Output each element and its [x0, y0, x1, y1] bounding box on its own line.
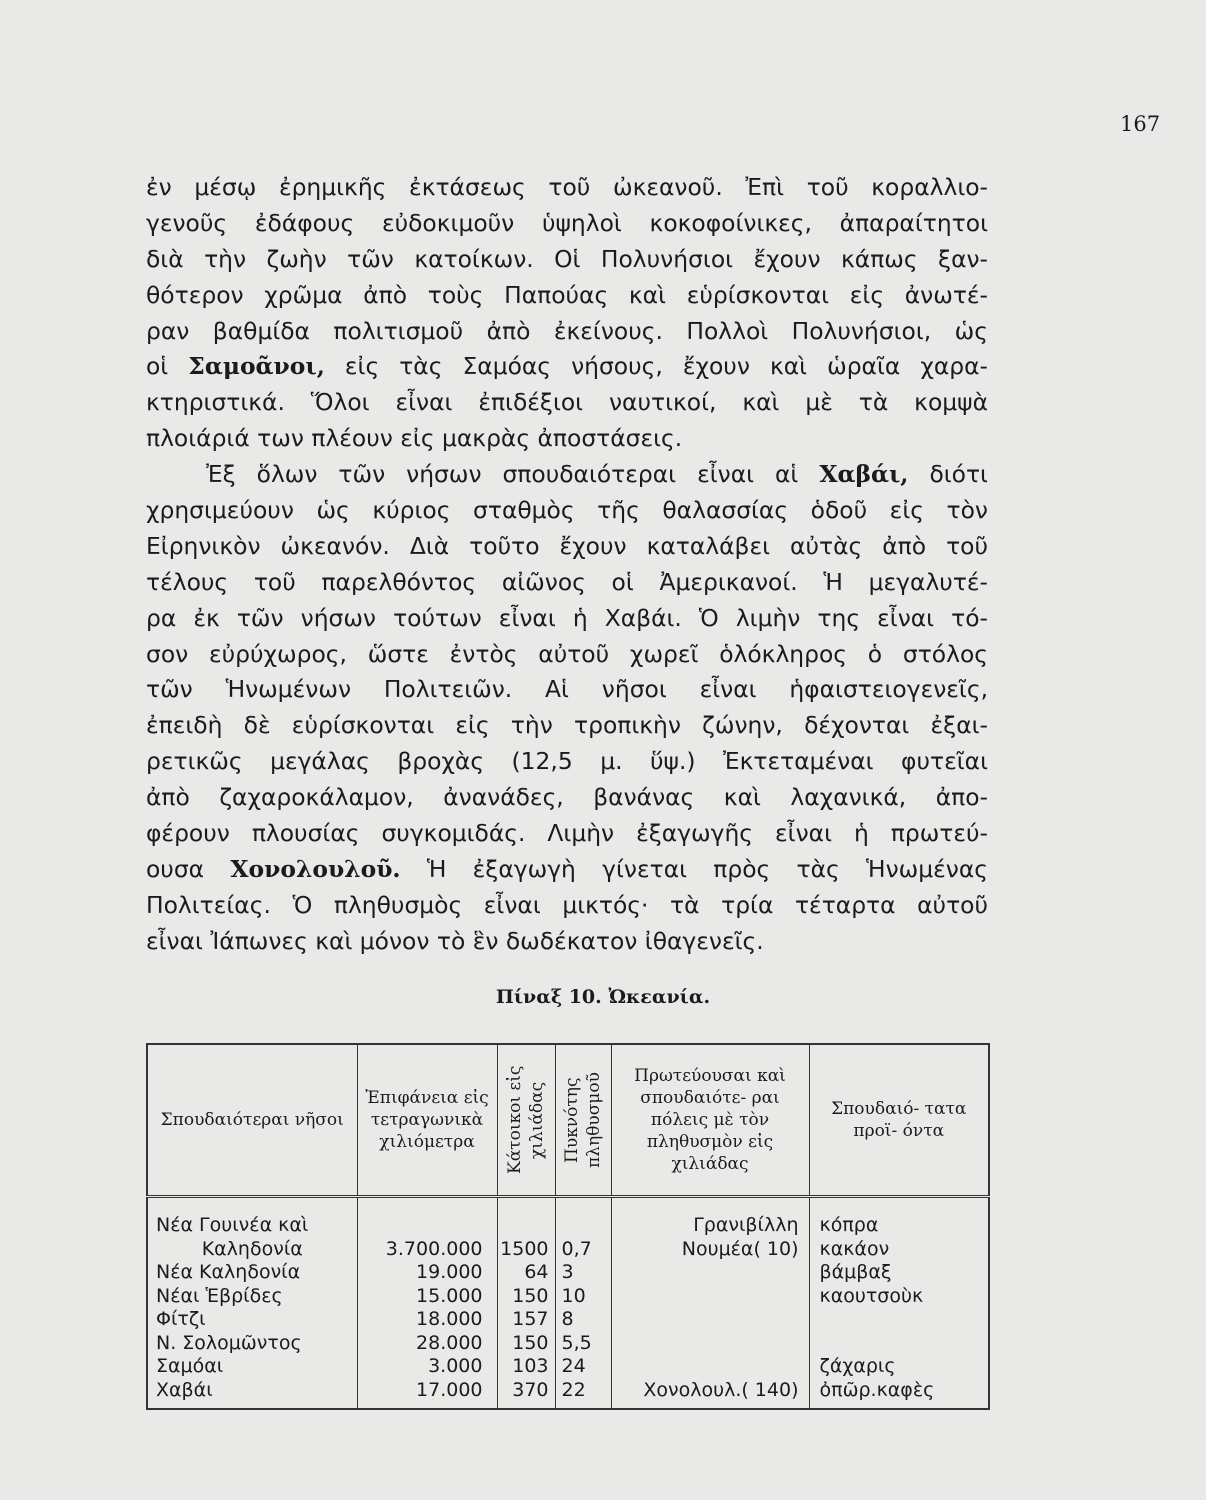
header-products: Σπουδαιό- τατα προϊ- όντα — [809, 1044, 989, 1197]
capital-entry — [612, 1355, 809, 1379]
header-density-label: Πυκνότης πληθυσμοῦ — [562, 1072, 604, 1168]
area-value — [358, 1214, 497, 1238]
text-line: γενοῦς ἐδάφους εὐδοκιμοῦν ὑψηλοὶ κοκοφοίνικες, ἀπαραίτητοι — [146, 208, 988, 237]
area-value: 15.000 — [416, 1284, 483, 1307]
header-density — [555, 1044, 611, 1197]
product-value: βάμβαξ — [819, 1261, 892, 1283]
products-column — [809, 1197, 989, 1410]
table-caption: Πίναξ 10. Ὠκεανία. — [495, 986, 711, 1008]
population-value: 370 — [512, 1378, 549, 1401]
capital-name: Νουμέα — [681, 1237, 754, 1260]
page-number: 167 — [1120, 112, 1161, 136]
area-value: 3.000 — [428, 1355, 483, 1377]
header-islands: Σπουδαιότεραι νῆσοι — [147, 1044, 357, 1197]
text-line: χρησιμεύουν ὡς κύριος σταθμὸς τῆς θαλασσίας ὁδοῦ εἰς τὸν — [146, 496, 988, 525]
capital-population: ( 140) — [741, 1378, 799, 1401]
island-name: Νέα Καληδονία — [156, 1261, 301, 1283]
population-value: 1500 — [500, 1237, 549, 1260]
capital-name: Χονολουλ. — [643, 1378, 742, 1401]
text-line: εἶναι Ἰάπωνες καὶ μόνον τὸ ἓν δωδέκατον ἰθαγενεῖς. — [146, 926, 764, 955]
table-header-row — [147, 1044, 989, 1197]
text-line: φέρουν πλουσίας συγκομιδάς. Λιμὴν ἐξαγωγῆς εἶναι ἡ πρωτεύ- — [146, 819, 988, 848]
emphasized-term: Χαβάι, — [819, 460, 909, 489]
product-value: ὀπῶρ.καφὲς — [819, 1378, 935, 1401]
population-value: 64 — [524, 1261, 549, 1283]
density-value: 22 — [561, 1378, 586, 1401]
density-value: 3 — [561, 1261, 574, 1283]
density-value: 0,7 — [561, 1237, 592, 1260]
text-line: οἱ Σαμοᾶνοι, εἰς τὰς Σαμόας νήσους, ἔχουν καὶ ὡραῖα χαρα- — [146, 352, 988, 381]
product-value: κόπρα — [819, 1214, 879, 1236]
capital-entry — [612, 1261, 809, 1285]
text-line: σον εὐρύχωρος, ὥστε ἐντὸς αὐτοῦ χωρεῖ ὁλόκληρος ὁ στόλος — [146, 639, 988, 668]
capital-entry — [612, 1379, 809, 1403]
capitals-column — [611, 1197, 809, 1410]
text-line: ἐν μέσῳ ἐρημικῆς ἐκτάσεως τοῦ ὠκεανοῦ. Ἐπὶ τοῦ κοραλλιο- — [146, 173, 988, 201]
text-line: Ἐξ ὅλων τῶν νήσων σπουδαιότεραι εἶναι αἱ Χαβάι, διότι — [206, 460, 988, 489]
product-value — [810, 1332, 989, 1356]
capital-entry — [612, 1332, 809, 1356]
text-line: ραν βαθμίδα πολιτισμοῦ ἀπὸ ἐκείνους. Πολλοὶ Πολυνήσιοι, ὡς — [146, 316, 988, 345]
text-line: ἐπειδὴ δὲ εὑρίσκονται εἰς τὴν τροπικὴν ζώνην, δέχονται ἐξαι- — [146, 711, 988, 740]
island-name: Νέαι Ἑβρίδες — [156, 1284, 283, 1307]
area-column — [357, 1197, 497, 1410]
body-text — [146, 170, 988, 960]
text-line: ουσα Χονολουλοῦ. Ἡ ἐξαγωγὴ γίνεται πρὸς τὰς Ἡνωμένας — [146, 854, 988, 883]
capital-entry — [612, 1285, 809, 1309]
population-value: 103 — [512, 1355, 549, 1377]
capital-entry — [612, 1214, 809, 1238]
density-value: 5,5 — [561, 1331, 592, 1354]
capital-entry — [612, 1308, 809, 1332]
population-value — [498, 1214, 555, 1238]
island-name: Σαμόαι — [156, 1355, 224, 1377]
table-body-row — [147, 1197, 989, 1410]
area-value: 19.000 — [416, 1261, 483, 1283]
population-column — [497, 1197, 555, 1410]
oceania-table — [146, 1043, 990, 1410]
header-population-label: Κάτοικοι εἰς χιλιάδας — [505, 1065, 547, 1175]
capital-name: Γρανιβίλλη — [693, 1214, 799, 1236]
islands-column — [147, 1197, 357, 1410]
text-line: πλοιάριά των πλέουν εἰς μακρὰς ἀποστάσεις. — [146, 424, 683, 453]
density-value: 24 — [561, 1355, 586, 1377]
area-value: 17.000 — [416, 1378, 483, 1401]
text-line: τῶν Ἡνωμένων Πολιτειῶν. Αἱ νῆσοι εἶναι ἡφαιστειογενεῖς, — [146, 675, 988, 704]
area-value: 3.700.000 — [385, 1237, 483, 1260]
text-line: ρα ἐκ τῶν νήσων τούτων εἶναι ἡ Χαβάι. Ὁ λιμὴν της εἶναι τό- — [146, 603, 988, 632]
island-name: Φίτζι — [156, 1308, 206, 1330]
text-line: διὰ τὴν ζωὴν τῶν κατοίκων. Οἱ Πολυνήσιοι ἔχουν κάπως ξαν- — [146, 244, 988, 273]
area-value: 18.000 — [416, 1308, 483, 1330]
density-value — [556, 1214, 611, 1238]
product-value: ζάχαρις — [819, 1355, 896, 1377]
text-line: Εἰρηνικὸν ὠκεανόν. Διὰ τοῦτο ἔχουν καταλάβει αὐτὰς ἀπὸ τοῦ — [146, 531, 988, 560]
density-value: 8 — [561, 1308, 574, 1330]
emphasized-term: Σαμοᾶνοι, — [188, 352, 325, 381]
text-line: τέλους τοῦ παρελθόντος αἰῶνος οἱ Ἀμερικανοί. Ἡ μεγαλυτέ- — [146, 567, 988, 596]
header-population — [497, 1044, 555, 1197]
product-value — [810, 1308, 989, 1332]
island-name: Ν. Σολομῶντος — [156, 1331, 302, 1354]
header-capitals: Πρωτεύουσαι καὶ σπουδαιότε- ραι πόλεις μὲ τὸν πληθυσμὸν εἰς χιλιάδας — [611, 1044, 809, 1197]
capital-entry — [612, 1238, 809, 1262]
header-area: Ἐπιφάνεια εἰς τετραγωνικὰ χιλιόμετρα — [357, 1044, 497, 1197]
population-value: 157 — [512, 1308, 549, 1330]
text-line: Πολιτείας. Ὁ πληθυσμὸς εἶναι μικτός· τὰ τρία τέταρτα αὐτοῦ — [146, 890, 988, 919]
capital-population: ( 10) — [753, 1237, 799, 1260]
text-line: κτηριστικά. Ὅλοι εἶναι ἐπιδέξιοι ναυτικοί, καὶ μὲ τὰ κομψὰ — [146, 388, 988, 417]
island-name: Νέα Γουινέα καὶ — [156, 1214, 309, 1236]
text-line: ρετικῶς μεγάλας βροχὰς (12,5 μ. ὕψ.) Ἐκτεταμέναι φυτεῖαι — [146, 747, 988, 776]
product-value: κακάον — [819, 1237, 890, 1260]
area-value: 28.000 — [416, 1331, 483, 1354]
product-value: καουτσοὺκ — [819, 1284, 924, 1307]
density-value: 10 — [561, 1284, 586, 1307]
text-line: ἀπὸ ζαχαροκάλαμον, ἀνανάδες, βανάνας καὶ λαχανικά, ἀπο- — [146, 783, 988, 812]
island-name: Χαβάι — [156, 1378, 213, 1401]
emphasized-term: Χονολουλοῦ. — [230, 854, 401, 883]
density-column — [555, 1197, 611, 1410]
text-line: θότερον χρῶμα ἀπὸ τοὺς Παπούας καὶ εὑρίσκονται εἰς ἀνωτέ- — [146, 280, 988, 309]
population-value: 150 — [512, 1284, 549, 1307]
population-value: 150 — [512, 1331, 549, 1354]
island-name: Καληδονία — [201, 1237, 303, 1260]
